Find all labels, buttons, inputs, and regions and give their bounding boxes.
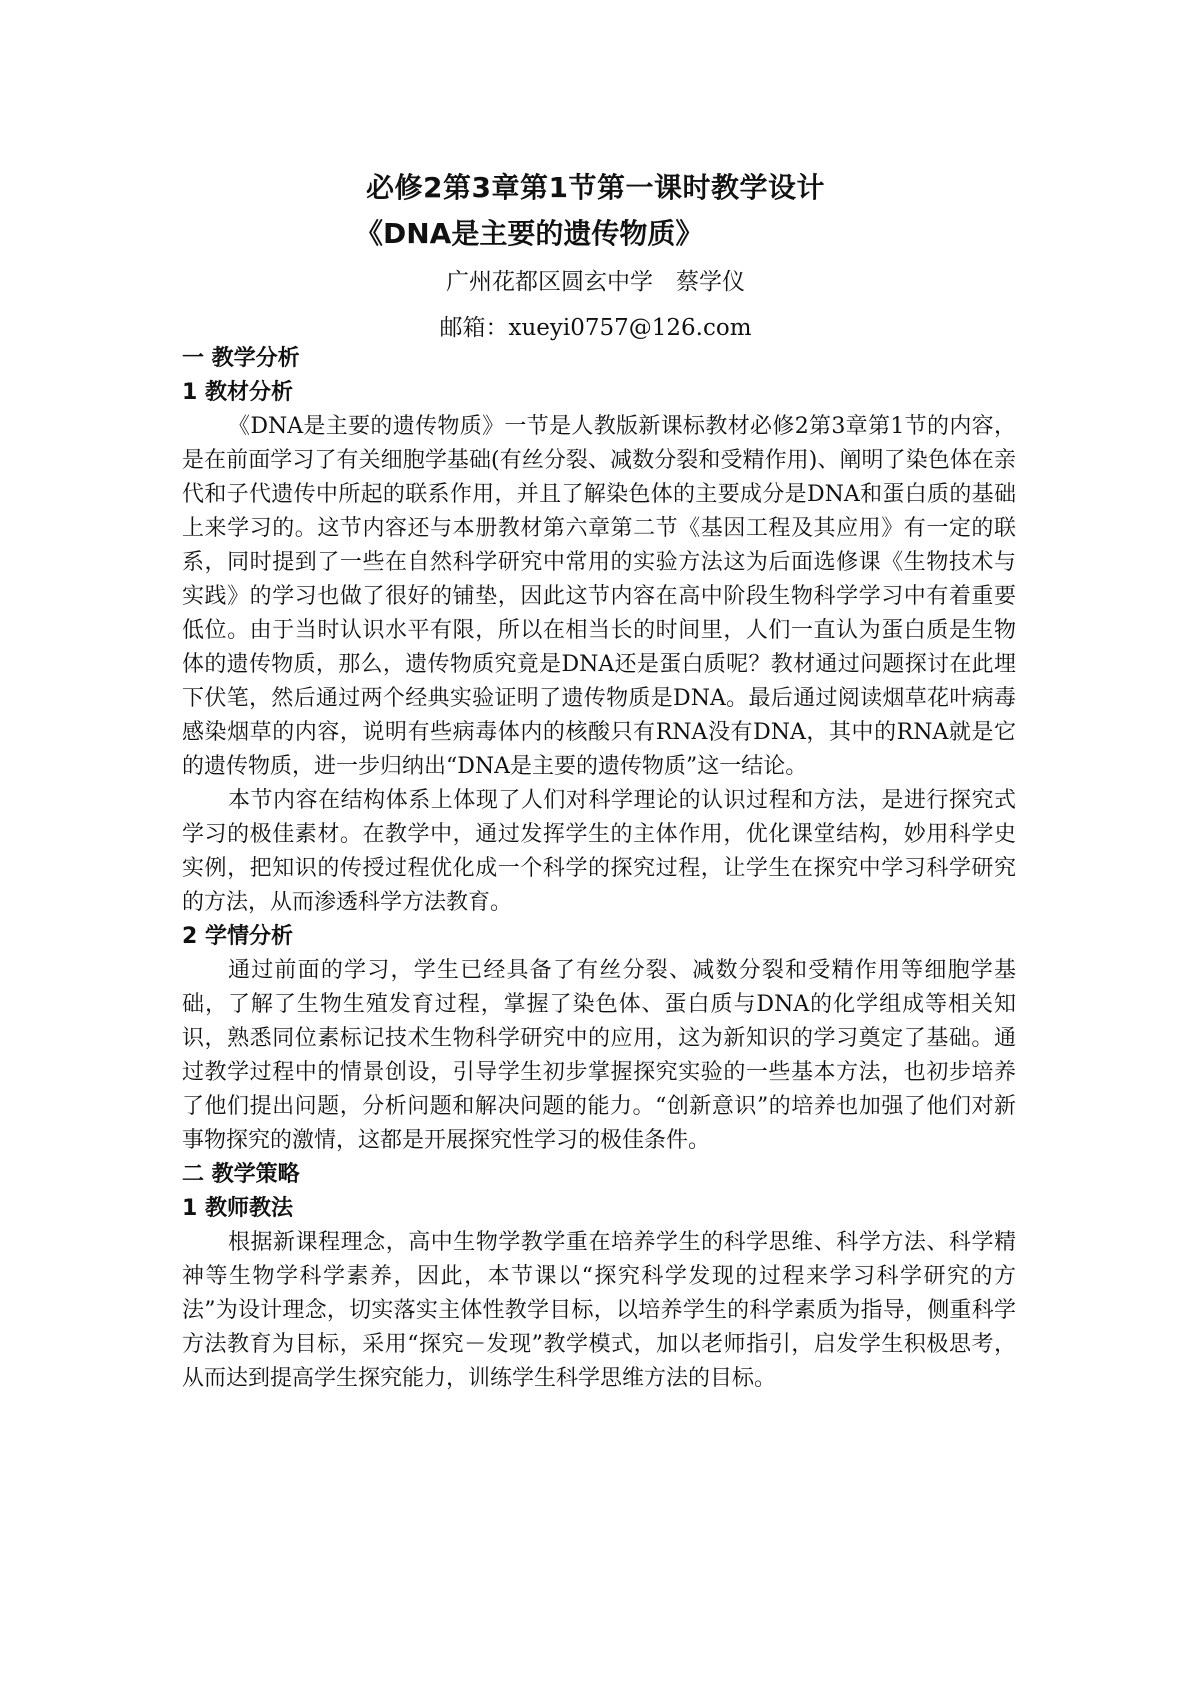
email-line: 邮箱：xueyi0757@126.com — [439, 315, 752, 341]
document-body — [182, 342, 1016, 1396]
section-heading-teaching-strategy: 二 教学策略 — [182, 1162, 300, 1187]
subsection-heading-teaching-method: 1 教师教法 — [182, 1196, 293, 1221]
subsection-heading-textbook-analysis: 1 教材分析 — [182, 380, 293, 405]
section-heading-teaching-analysis: 一 教学分析 — [182, 346, 300, 371]
document-title: 必修2第3章第1节第一课时教学设计 — [366, 171, 825, 204]
paragraph-teaching-method: 根据新课程理念，高中生物学教学重在培养学生的科学思维、科学方法、科学精神等生物学科学素养，因此，本节课以“探究科学发现的过程来学习科学研究的方法”为设计理念，切实落实主体性教学目标，以培养学生的科学素质为指导，侧重科学方法教育为目标，采用“探究－发现”教学模式，加以老师指引，启发学生积极思考，从而达到提高学生探究能力，训练学生科学思维方法的目标。 — [182, 1230, 1016, 1391]
subsection-heading-student-analysis: 2 学情分析 — [182, 924, 293, 949]
paragraph-textbook-analysis-2: 本节内容在结构体系上体现了人们对科学理论的认识过程和方法，是进行探究式学习的极佳素材。在教学中，通过发挥学生的主体作用，优化课堂结构，妙用科学史实例，把知识的传授过程优化成一个科学的探究过程，让学生在探究中学习科学研究的方法，从而渗透科学方法教育。 — [182, 788, 1016, 915]
paragraph-student-analysis: 通过前面的学习，学生已经具备了有丝分裂、减数分裂和受精作用等细胞学基础，了解了生物生殖发育过程，掌握了染色体、蛋白质与DNA的化学组成等相关知识，熟悉同位素标记技术生物科学研究中的应用，这为新知识的学习奠定了基础。通过教学过程中的情景创设，引导学生初步掌握探究实验的一些基本方法，也初步培养了他们提出问题，分析问题和解决问题的能力。“创新意识”的培养也加强了他们对新事物探究的激情，这都是开展探究性学习的极佳条件。 — [182, 958, 1016, 1153]
paragraph-textbook-analysis-1: 《DNA是主要的遗传物质》一节是人教版新课标教材必修2第3章第1节的内容，是在前面学习了有关细胞学基础(有丝分裂、减数分裂和受精作用)、阐明了染色体在亲代和子代遗传中所起的联系作用，并且了解染色体的主要成分是DNA和蛋白质的基础上来学习的。这节内容还与本册教材第六章第二节《基因工程及其应用》有一定的联系，同时提到了一些在自然科学研究中常用的实验方法这为后面选修课《生物技术与实践》的学习也做了很好的铺垫，因此这节内容在高中阶段生物科学学习中有着重要低位。由于当时认识水平有限，所以在相当长的时间里，人们一直认为蛋白质是生物体的遗传物质，那么，遗传物质究竟是DNA还是蛋白质呢？教材通过问题探讨在此埋下伏笔，然后通过两个经典实验证明了遗传物质是DNA。最后通过阅读烟草花叶病毒感染烟草的内容，说明有些病毒体内的核酸只有RNA没有DNA，其中的RNA就是它的遗传物质，进一步归纳出“DNA是主要的遗传物质”这一结论。 — [182, 414, 1016, 779]
document-subtitle: 《DNA是主要的遗传物质》 — [355, 217, 704, 250]
author-line: 广州花都区圆玄中学 蔡学仪 — [446, 269, 745, 295]
